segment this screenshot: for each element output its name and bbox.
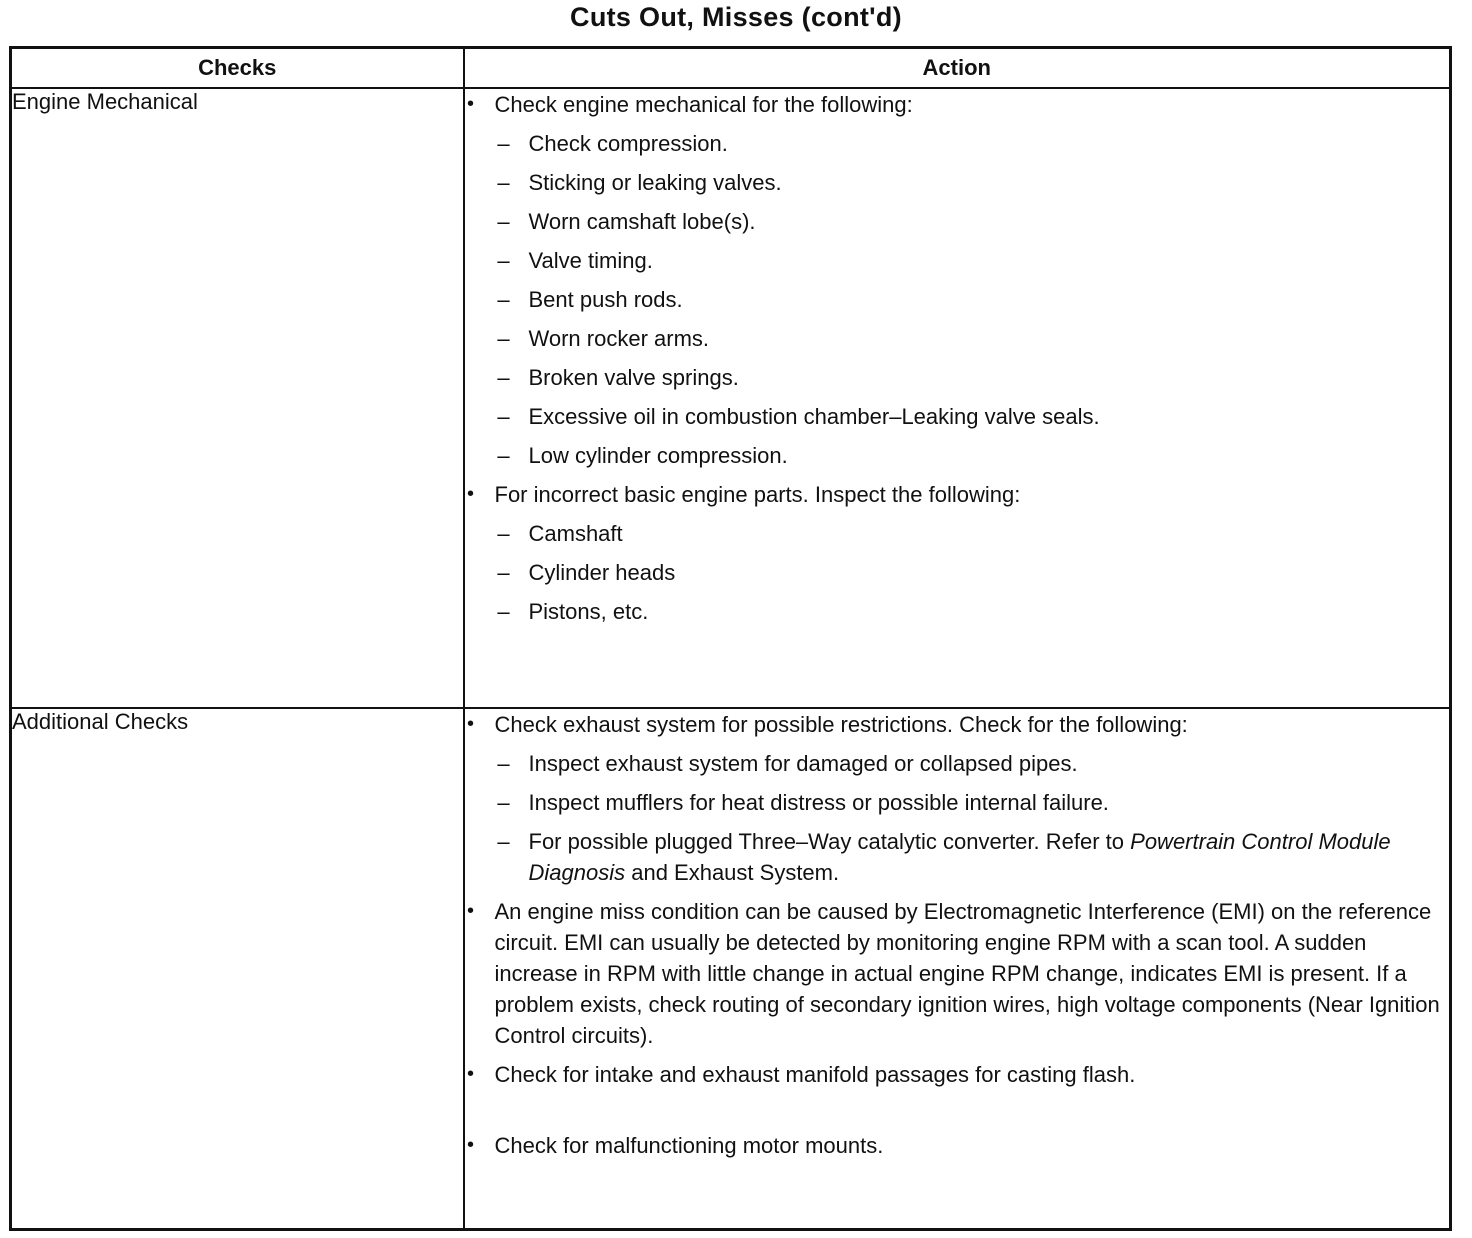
sub-item (495, 284, 1450, 315)
sub-list (495, 748, 1450, 888)
dash-icon: – (497, 131, 510, 156)
reference-title: Powertrain Control Module Diagnosis (528, 829, 1391, 885)
dash-icon: – (497, 560, 510, 585)
sub-item (495, 362, 1450, 393)
bullet-text: Check exhaust system for possible restrictions. Check for the following: (494, 712, 1188, 737)
bullet-text: Check engine mechanical for the following: (494, 92, 913, 117)
sub-text: Cylinder heads (528, 560, 676, 585)
sub-item (495, 206, 1450, 237)
sub-text: Inspect mufflers for heat distress or possible internal failure. (528, 790, 1109, 815)
action-cell (464, 708, 1451, 1230)
sub-item (495, 401, 1450, 432)
action-list (465, 89, 1450, 627)
bullet-icon: • (466, 483, 474, 505)
sub-text: Inspect exhaust system for damaged or collapsed pipes. (528, 751, 1078, 776)
bullet-text: Check for malfunctioning motor mounts. (494, 1133, 884, 1158)
diagnosis-table (9, 46, 1452, 1231)
dash-icon: – (497, 365, 510, 390)
sub-item (495, 167, 1450, 198)
list-item (465, 1059, 1450, 1090)
dash-icon: – (497, 751, 510, 776)
sub-item (495, 128, 1450, 159)
table-header-row (11, 48, 1451, 89)
dash-icon: – (497, 404, 510, 429)
bullet-text: Check for intake and exhaust manifold passages for casting flash. (494, 1062, 1136, 1087)
dash-icon: – (497, 248, 510, 273)
sub-text: Camshaft (528, 521, 623, 546)
dash-icon: – (497, 521, 510, 546)
bullet-text: An engine miss condition can be caused by Electromagnetic Interference (EMI) on the reference circuit. EMI can usually be detected by monitoring engine RPM with a scan tool. A sudden increase in RPM with little change in actual engine RPM change, indicates EMI is present. If a problem exists, check routing of secondary ignition wires, high voltage components (Near Ignition Control circuits). (494, 899, 1440, 1048)
page-title: Cuts Out, Misses (cont'd) (570, 2, 902, 32)
dash-icon: – (497, 326, 510, 351)
sub-list (495, 518, 1450, 627)
dash-icon: – (497, 599, 510, 624)
sub-text: and Exhaust System. (625, 860, 840, 885)
sub-list (495, 128, 1450, 471)
dash-icon: – (497, 829, 510, 854)
list-item (465, 479, 1450, 627)
check-additional-checks: Additional Checks (11, 708, 464, 1230)
sub-item (495, 748, 1450, 779)
table-row (11, 88, 1451, 708)
header-action: Action (464, 48, 1451, 89)
sub-item (495, 787, 1450, 818)
list-item (465, 896, 1450, 1051)
bullet-icon: • (466, 93, 474, 115)
sub-text: Worn rocker arms. (528, 326, 710, 351)
bullet-icon: • (466, 900, 474, 922)
sub-text: Bent push rods. (528, 287, 683, 312)
dash-icon: – (497, 209, 510, 234)
action-cell (464, 88, 1451, 708)
sub-item (495, 440, 1450, 471)
sub-text: For possible plugged Three–Way catalytic converter. Refer to (528, 829, 1131, 854)
sub-text: Valve timing. (528, 248, 653, 273)
action-list (465, 709, 1450, 1161)
sub-text: Worn camshaft lobe(s). (528, 209, 756, 234)
list-item (465, 709, 1450, 888)
sub-text: Pistons, etc. (528, 599, 649, 624)
table-row (11, 708, 1451, 1230)
bullet-text: For incorrect basic engine parts. Inspect the following: (494, 482, 1021, 507)
list-item (465, 1130, 1450, 1161)
bullet-icon: • (466, 713, 474, 735)
sub-text: Sticking or leaking valves. (528, 170, 782, 195)
dash-icon: – (497, 170, 510, 195)
sub-item (495, 245, 1450, 276)
bullet-icon: • (466, 1063, 474, 1085)
check-engine-mechanical: Engine Mechanical (11, 88, 464, 708)
sub-text: Low cylinder compression. (528, 443, 788, 468)
sub-text: Excessive oil in combustion chamber–Leaking valve seals. (528, 404, 1100, 429)
dash-icon: – (497, 287, 510, 312)
sub-item (495, 596, 1450, 627)
list-item (465, 89, 1450, 471)
dash-icon: – (497, 790, 510, 815)
sub-item (495, 557, 1450, 588)
sub-item (495, 518, 1450, 549)
sub-text: Broken valve springs. (528, 365, 739, 390)
dash-icon: – (497, 443, 510, 468)
sub-text: Check compression. (528, 131, 728, 156)
sub-item (495, 826, 1450, 888)
header-checks: Checks (11, 48, 464, 89)
sub-item (495, 323, 1450, 354)
bullet-icon: • (466, 1134, 474, 1156)
